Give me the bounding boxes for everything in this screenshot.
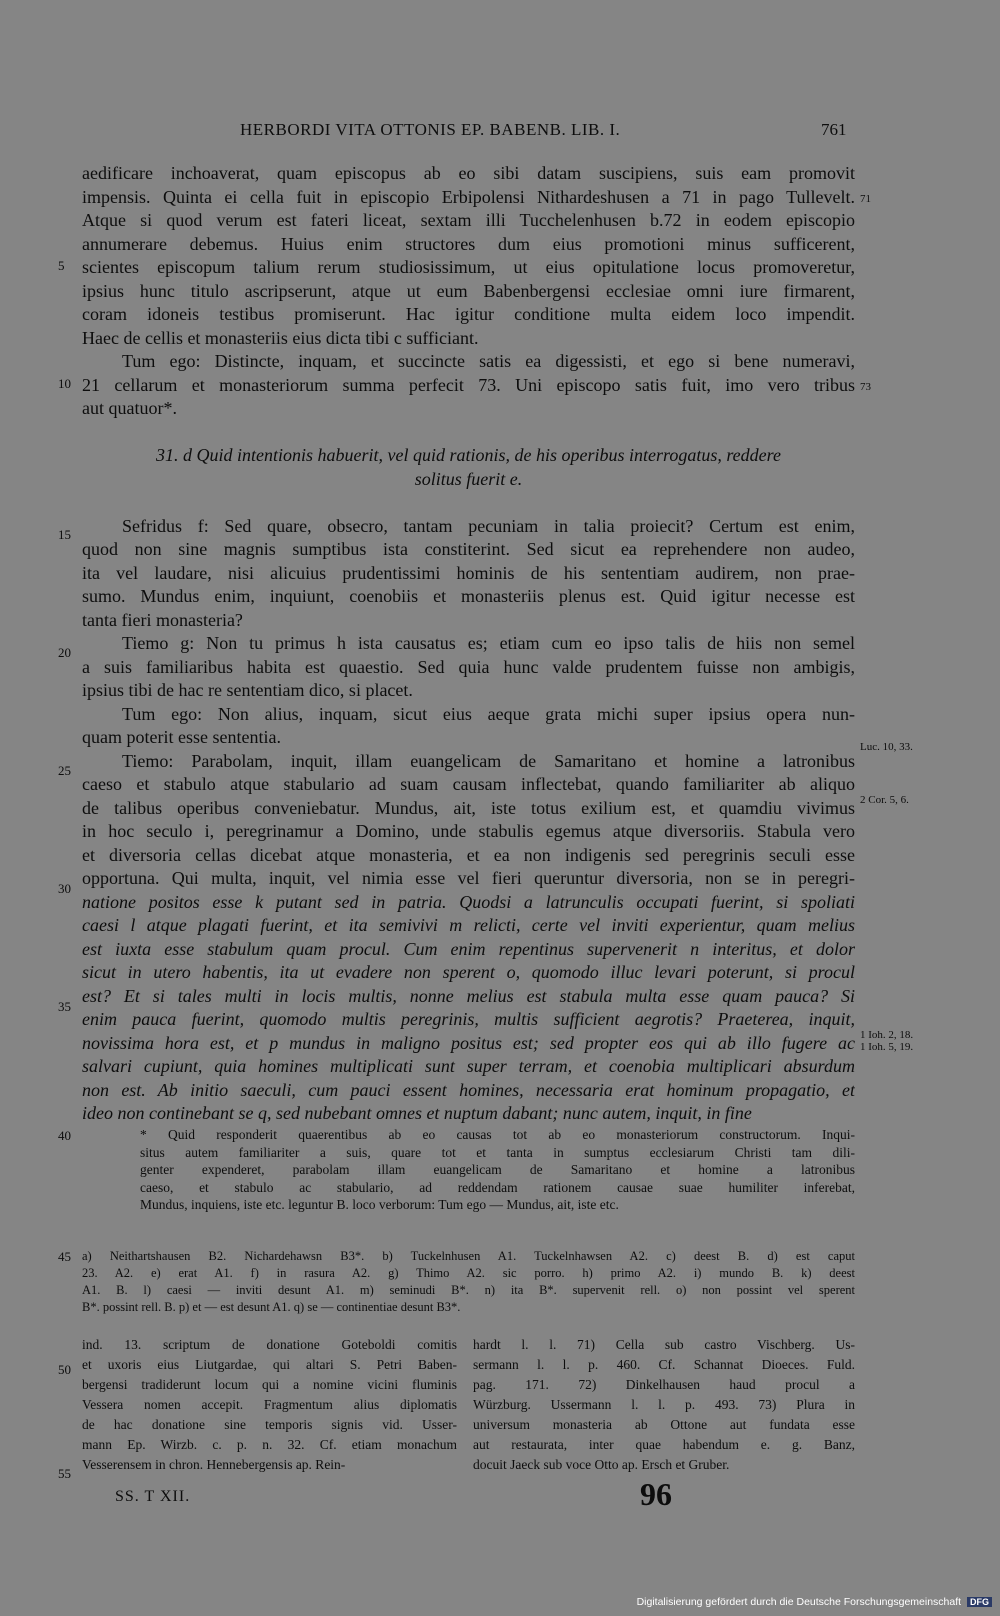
commentary-line: bergensi tradiderunt locum qui a nomine vicini fluminis [82,1377,457,1392]
line-number: 40 [58,1128,71,1143]
text-line: ita vel laudare, nisi alicuius prudentissimi hominis de his sententiam audirem, non prae- [82,562,855,583]
text-line: caeso et stabulo atque stabulario ad suam causam inflectebat, quando familiariter ab aliquo [82,774,855,794]
note-line: Mundus, inquiens, iste etc. leguntur B. loco verborum: Tum ego — Mundus, ait, iste etc. [140,1197,619,1212]
commentary-right-column [473,1335,855,1475]
text-line: Tiemo: Parabolam, inquit, illam euangelicam de Samaritano et homine a latronibus [122,750,855,771]
commentary-line: universum monasteria ab Ottone aut fundata esse [473,1417,855,1432]
note-line: * Quid responderit quaerentibus ab eo causas tot ab eo monasteriorum constructorum. Inqui- [140,1127,855,1142]
text-line: est iuxta esse stabulum quam procul. Cum enim repentinus supervenerit n interitus, et dolor [82,938,855,959]
text-line: tanta fieri monasteria? [82,609,243,630]
text-line: sicut in utero habentis, ita ut evadere non sperent o, quomodo illuc levari poterunt, si procul [82,962,855,982]
margin-ref: 1 Ioh. 2, 18. [860,1029,914,1041]
margin-ref: 71 [860,193,871,205]
apparatus-line: A1. B. l) caesi — inviti desunt A1. m) seminudi B*. n) ita B*. supervenit rell. o) non possint vel sperent [82,1283,855,1297]
text-line: quod non sine magnis sumptibus ista constiterint. Sed sicut ea reprehendere non audeo, [82,539,855,559]
sheet-number: 96 [640,1476,672,1512]
text-line: in hoc seculo i, peregrinamur a Domino, unde stabulis egemus atque diversoriis. Stabula vero [82,821,855,841]
text-line: non est. Ab initio saeculi, cum pauci essent homines, necessaria erat hominum propagatio, et [82,1079,855,1100]
line-number: 15 [58,527,71,542]
credit-text: Digitalisierung gefördert durch die Deutsche Forschungsgemeinschaft [636,1596,962,1608]
text-line: de talibus operibus conveniebatur. Mundus, ait, iste totus exilium est, et quamdiu vivimus [82,797,855,818]
text-line: coram idoneis testibus promiserunt. Hac igitur conditione multa eidem loco impendit. [82,304,855,324]
commentary-line: et uxoris eius Liutgardae, qui altari S. Petri Baben- [82,1357,457,1372]
margin-ref: 2 Cor. 5, 6. [860,794,909,806]
text-line: scientes episcopum talium rerum studiosissimum, ut eius opitulatione locus promoveretur, [82,257,855,277]
text-line: novissima hora est, et p mundus in maligno positus est; sed propter eos qui ab illo fugere ac [82,1032,855,1053]
text-line: ipsius hunc titulo ascripserunt, atque ut eum Babenbergensi ecclesiae omni iure firmarent, [82,280,855,301]
main-text [82,162,855,1126]
commentary-line: sermann l. l. p. 460. Cf. Schannat Dioeces. Fuld. [473,1357,855,1372]
commentary-line: Vesserensem in chron. Hennebergensis ap. Rein- [82,1457,346,1472]
commentary-line: Vessera nomen accepit. Fragmentum alius diplomatis [82,1397,457,1412]
text-line: quam poterit esse sententia. [82,727,281,747]
text-line: impensis. Quinta ei cella fuit in episcopio Erbipolensi Nithardeshusen a 71 in pago Tullevelt. [82,186,855,207]
note-line: caeso, et stabulo ac stabulario, ad reddendam rationem causae suae humiliter inferebat, [140,1179,855,1195]
text-line: sumo. Mundus enim, inquiunt, coenobiis et monasteriis plenus est. Quid igitur necesse est [82,586,855,606]
text-line [82,491,855,515]
text-line: ideo non continebant se q, sed nubebant omnes et nuptum dabant; nunc autem, inquit, in fine [82,1103,752,1123]
text-line [82,421,855,445]
page-number: 761 [821,120,847,139]
line-number: 45 [58,1249,71,1264]
commentary-line: Würzburg. Ussermann l. l. p. 493. 73) Plura in [473,1397,855,1412]
text-line: opportuna. Qui multa, inquit, vel nimia esse vel fieri queruntur diversoria, non se in peregri- [82,868,855,888]
text-line: aedificare inchoaverat, quam episcopus ab eo sibi datam suscipiens, suis eam promovit [82,163,855,183]
commentary-line: hardt l. l. 71) Cella sub castro Vischberg. Us- [473,1337,855,1352]
text-line: 21 cellarum et monasteriorum summa perfecit 73. Uni episcopo satis fuit, imo vero tribus [82,374,855,395]
text-line: Tum ego: Non alius, inquam, sicut eius aeque grata michi super ipsius opera nun- [122,703,855,724]
line-number: 55 [58,1466,71,1481]
commentary-line: mann Ep. Wirzb. c. p. n. 32. Cf. etiam monachum [82,1437,457,1452]
text-line: Sefridus f: Sed quare, obsecro, tantam pecuniam in talia proiecit? Certum est enim, [122,515,855,536]
line-number: 10 [58,376,71,391]
commentary-line: de hac donatione sine temporis signis vid. Usser- [82,1417,457,1432]
text-line: et diversoria cellas dicebat atque monasteria, et ea non indigenis sed peregrinis seculi esse [82,844,855,865]
line-number: 35 [58,999,71,1014]
text-line: natione positos esse k putant sed in patria. Quodsi a latrunculis occupati fuerint, si spoliati [82,891,855,912]
apparatus-line: 23. A2. e) erat A1. f) in rasura A2. g) Thimo A2. sic porro. h) primo A2. i) mundo B. k) deest [82,1266,855,1280]
line-number: 50 [58,1362,71,1377]
dfg-logo: DFG [967,1597,992,1607]
line-number: 5 [58,258,65,273]
text-line: Tum ego: Distincte, inquam, et succincte satis ea digessisti, et ego si bene numeravi, [122,351,855,371]
text-line: annumerare debemus. Huius enim structores dum eius promotioni minus sufficerent, [82,233,855,254]
text-line: solitus fuerit e. [414,468,523,489]
commentary-line: ind. 13. scriptum de donatione Goteboldi comitis [82,1337,457,1352]
line-number: 25 [58,763,71,778]
text-line: salvari cupiunt, quia homines multiplicati sunt super terram, et coenobia multiplicari absurdum [82,1056,855,1076]
text-line: enim pauca fuerint, quomodo multis peregrinis, multis sufficient aegrotis? Praeterea, inquit, [82,1009,855,1029]
text-line: est? Et si tales multi in locis multis, nonne melius est stabula multa esse quam pauca? Si [82,985,855,1006]
margin-ref: 1 Ioh. 5, 19. [860,1041,914,1053]
text-line: Tiemo g: Non tu primus h ista causatus es; etiam cum eo ipso talis de hiis non semel [122,633,855,653]
critical-apparatus [82,1248,855,1316]
text-line: 31. d Quid intentionis habuerit, vel quid rationis, de his operibus interrogatus, reddere [156,445,781,465]
commentary-line: aut restaurata, inter quae habendum e. g. Banz, [473,1437,855,1452]
volume-signature: SS. T XII. [115,1488,191,1505]
text-line: caesi l atque plagati fuerint, et ita semivivi m relicti, certe vel inviti experientur, quam melius [82,915,855,935]
apparatus-line: B*. possint rell. B. p) et — est desunt A1. q) se — continentiae desunt B3*. [82,1300,461,1314]
margin-ref: 73 [860,381,871,393]
running-header: HERBORDI VITA OTTONIS EP. BABENB. LIB. I. [240,120,621,139]
commentary-line: docuit Jaeck sub voce Otto ap. Ersch et Gruber. [473,1457,730,1472]
digitization-credit [637,1596,992,1608]
text-line: Atque si quod verum est fateri liceat, sextam illi Tucchelenhusen b.72 in eodem episcopio [82,210,855,230]
text-line: a suis familiaribus habita est quaestio. Sed quia hunc valde prudentem fuisse non ambigis, [82,656,855,677]
asterisk-note [140,1126,855,1214]
note-line: genter expenderet, parabolam illam euangelicam de Samaritano et homine a latronibus [140,1162,855,1177]
text-line: Haec de cellis et monasteriis eius dicta tibi c sufficiant. [82,327,479,348]
commentary-left-column [82,1335,457,1475]
margin-ref: Luc. 10, 33. [860,741,913,753]
text-line: aut quatuor*. [82,398,177,418]
commentary-line: pag. 171. 72) Dinkelhausen haud procul a [473,1377,855,1392]
note-line: situs autem familiariter a suis, quare tot et tanta in sumptus ecclesiarum Christi tam dili- [140,1144,855,1160]
line-number: 30 [58,881,71,896]
line-number: 20 [58,645,71,660]
apparatus-line: a) Neithartshausen B2. Nichardehawsn B3*. b) Tuckelnhusen A1. Tuckelnhawsen A2. c) deest B. d) est caput [82,1249,855,1263]
text-line: ipsius tibi de hac re sententiam dico, si placet. [82,680,413,700]
